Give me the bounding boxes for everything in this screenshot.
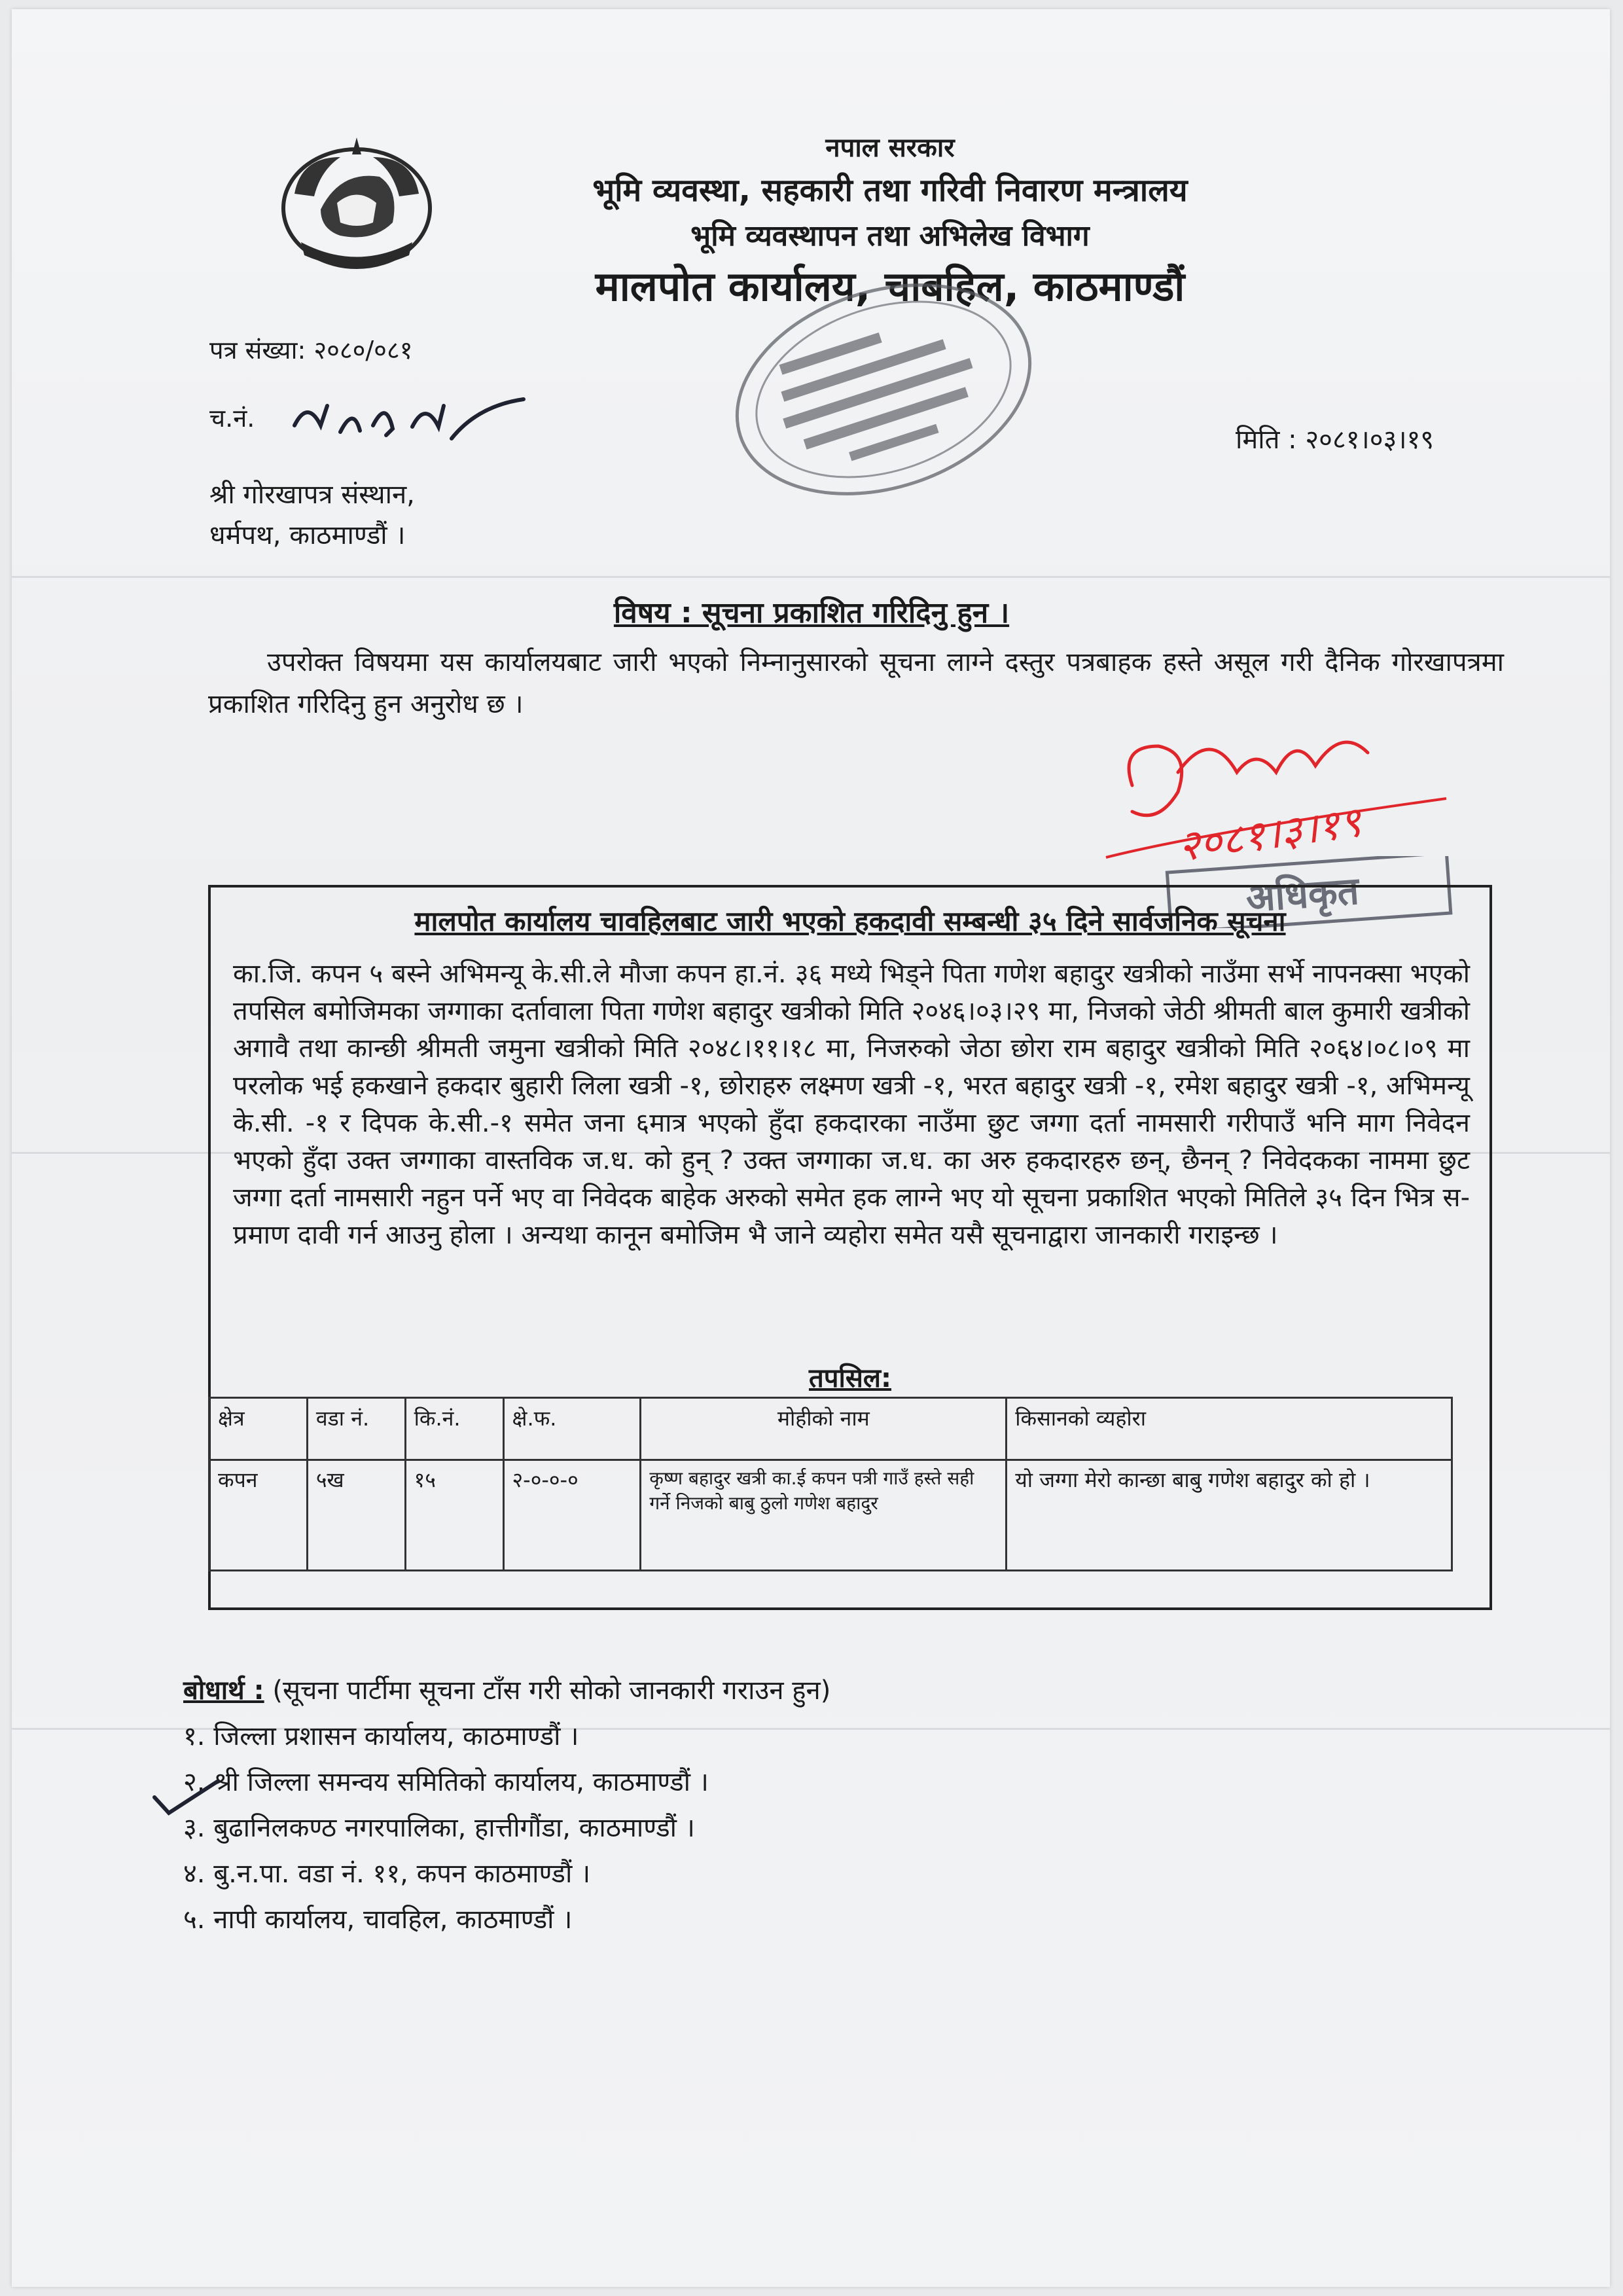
notice-body: का.जि. कपन ५ बस्ने अभिमन्यू के.सी.ले मौजा कपन हा.नं. ३६ मध्ये भिड्ने पिता गणेश बहादुर खत्रीको नाउँमा सर्भे नापनक्सा भएको तपसिल बमोजिमका जग्गाका दर्तावाला पिता गणेश बहादुर खत्रीको मिति २०४६।०३।२९ मा, निजको जेठी श्रीमती बाल कुमारी खत्रीको अगावै तथा कान्छी श्रीमती जमुना खत्रीको मिति २०४८।११।१८ मा, निजरुको जेठा छोरा राम बहादुर खत्रीको मिति २०६४।०८।०९ मा परलोक भई हकखाने हकदार बुहारी लिला खत्री -१, छोराहरु लक्ष्मण खत्री -१, भरत बहादुर खत्री -१, रमेश बहादुर खत्री -१, अभिमन्यू के.सी. -१ र दिपक के.सी.-१ समेत जना ६मात्र भएको हुँदा हकदारका नाउँमा छुट जग्गा दर्ता नामसारी गरीपाउँ भनि माग निवेदन भएको हुँदा उक्त जग्गाका वास्तविक ज.ध. को हुन् ? उक्त जग्गाका ज.ध. का अरु हकदारहरु छन्, छैनन् ? निवेदकका नाममा छुट जग्गा दर्ता नामसारी नहुन पर्ने भए वा निवेदक बाहेक अरुको समेत हक लाग्ने भए यो सूचना प्रकाशित भएको मितिले ३५ दिन भित्र स-प्रमाण दावी गर्न आउनु होला । अन्यथा कानून बमोजिम भै जाने व्यहोरा समेत यसै सूचनाद्वारा जानकारी गराइन्छ । (233, 959, 1470, 1250)
table-cell: कृष्ण बहादुर खत्री का.ई कपन पत्री गाउँ हस्ते सही गर्ने निजको बाबु ठुलो गणेश बहादुर (641, 1460, 1007, 1571)
public-notice-box (208, 885, 1492, 1610)
department-name: भूमि व्यवस्थापन तथा अभिलेख विभाग (690, 219, 1090, 253)
ministry-name: भूमि व्यवस्था, सहकारी तथा गरिवी निवारण मन्त्रालय (592, 172, 1188, 209)
handwritten-dispatch-number (281, 380, 530, 452)
column-header: कि.नं. (405, 1398, 503, 1460)
table-cell: २-०-०-० (503, 1460, 641, 1571)
government-name: नपाल सरकार (825, 133, 955, 163)
column-header: क्षेत्र (209, 1398, 308, 1460)
cc-heading (183, 1668, 830, 1713)
officer-stamp-text: अधिकृत (1244, 868, 1361, 921)
reference-label: पत्र संख्या: (209, 336, 306, 365)
cc-item: ३. बुढानिलकण्ठ नगरपालिका, हात्तीगौंडा, काठमाण्डौं । (183, 1813, 695, 1843)
date-label: मिति : (1236, 425, 1297, 455)
date-value: २०८१।०३।१९ (1305, 425, 1435, 455)
tapsil-heading-text: तपसिल: (808, 1363, 892, 1393)
recipient-line-2: धर्मपथ, काठमाण्डौं । (209, 520, 406, 550)
tapsil-table (208, 1397, 1453, 1571)
nepal-emblem-icon (275, 131, 438, 275)
office-name: मालपोत कार्यालय, चाबहिल, काठमाण्डौं (595, 262, 1185, 310)
cc-note: (सूचना पार्टीमा सूचना टाँस गरी सोको जानकारी गराउन हुन) (272, 1676, 831, 1706)
column-header: वडा नं. (307, 1398, 405, 1460)
reference-value: २०८०/०८१ (313, 336, 413, 365)
cc-item: १. जिल्ला प्रशासन कार्यालय, काठमाण्डौं । (183, 1721, 579, 1751)
table-header-row (209, 1398, 1452, 1460)
table-cell: १५ (405, 1460, 503, 1571)
letter-date (1236, 420, 1434, 456)
notice-title (211, 902, 1489, 939)
cc-item: २. श्री जिल्ला समन्वय समितिको कार्यालय, काठमाण्डौं । (183, 1767, 709, 1797)
cc-list (183, 1668, 830, 1943)
table-cell: कपन (209, 1460, 308, 1571)
table-cell: ५ख (307, 1460, 405, 1571)
column-header: क्षे.फ. (503, 1398, 641, 1460)
signature-date: २०८१।३।१९ (1175, 798, 1364, 872)
cc-item: ५. नापी कार्यालय, चावहिल, काठमाण्डौं । (183, 1905, 573, 1935)
subject-text: विषय : सूचना प्रकाशित गरिदिनु हुन । (613, 596, 1010, 630)
check-mark-icon (149, 1778, 221, 1817)
recipient-line-1: श्री गोरखापत्र संस्थान, (209, 480, 415, 510)
notice-title-text: मालपोत कार्यालय चावहिलबाट जारी भएको हकदावी सम्बन्धी ३५ दिने सार्वजनिक सूचना (414, 905, 1286, 937)
column-header: मोहीको नाम (641, 1398, 1007, 1460)
table-row (209, 1460, 1452, 1571)
dispatch-number-label: च.नं. (209, 404, 255, 433)
table-cell: यो जग्गा मेरो कान्छा बाबु गणेश बहादुर को हो । (1007, 1460, 1452, 1571)
tapsil-heading (211, 1359, 1489, 1395)
cc-label: बोधार्थ : (183, 1676, 264, 1706)
office-seal-stamp (700, 275, 1067, 511)
cc-item: ४. बु.न.पा. वडा नं. ११, कपन काठमाण्डौं । (183, 1859, 591, 1889)
column-header: किसानको व्यहोरा (1007, 1398, 1452, 1460)
body-paragraph: उपरोक्त विषयमा यस कार्यालयबाट जारी भएको निम्नानुसारको सूचना लाग्ने दस्तुर पत्रबाहक हस्ते असूल गरी दैनिक गोरखापत्रमा प्रकाशित गरिदिनु हुन अनुरोध छ । (208, 647, 1504, 719)
subject-line (0, 592, 1623, 631)
paper-fold (12, 576, 1610, 578)
letter-reference (209, 332, 412, 367)
